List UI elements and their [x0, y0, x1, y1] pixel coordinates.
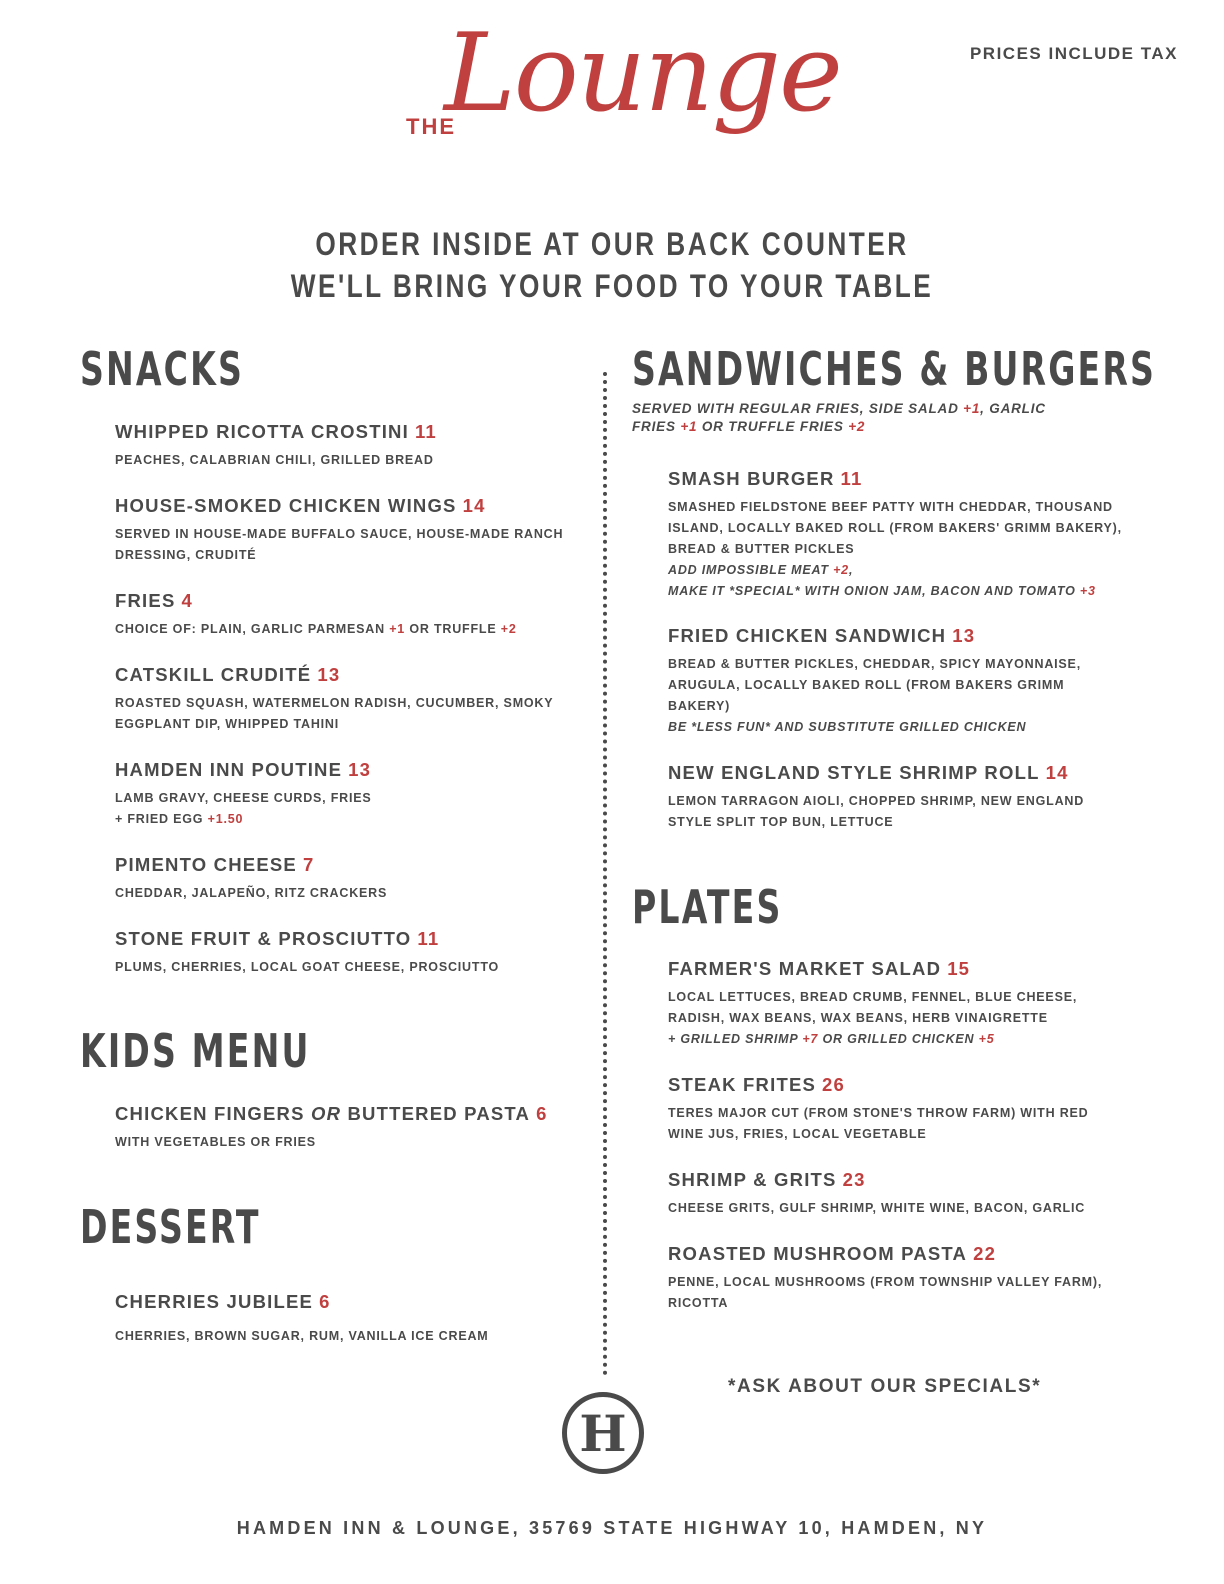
menu-item-fried-chicken-sandwich [668, 627, 1081, 738]
item-description: WITH VEGETABLES OR FRIES [115, 1134, 316, 1149]
menu-item-poutine [115, 761, 372, 830]
logo-the: THE [406, 114, 456, 139]
item-name: FARMER'S MARKET SALAD 15 [668, 958, 971, 979]
item-description: LEMON TARRAGON AIOLI, CHOPPED SHRIMP, NEW ENGLAND STYLE SPLIT TOP BUN, LETTUCE [668, 793, 1085, 829]
footer-address: HAMDEN INN & LOUNGE, 35769 STATE HIGHWAY 10, HAMDEN, NY [236, 1518, 988, 1538]
item-description: CHEESE GRITS, GULF SHRIMP, WHITE WINE, BACON, GARLIC [668, 1200, 1086, 1215]
emblem-letter: H [579, 1403, 627, 1463]
tagline-line-2: WE'LL BRING YOUR FOOD TO YOUR TABLE [290, 268, 934, 304]
menu-item-fries [115, 592, 517, 640]
item-description: CHOICE OF: PLAIN, GARLIC PARMESAN +1 OR TRUFFLE +2 [115, 621, 517, 636]
ask-about-specials: *ASK ABOUT OUR SPECIALS* [728, 1376, 1042, 1397]
hamden-h-logo-icon [562, 1392, 644, 1474]
menu-item-whipped-ricotta [115, 423, 437, 471]
item-name: STEAK FRITES 26 [668, 1074, 846, 1095]
item-price: 11 [414, 421, 437, 442]
item-description: PENNE, LOCAL MUSHROOMS (FROM TOWNSHIP VALLEY FARM), RICOTTA [668, 1274, 1103, 1310]
menu-item-kids [115, 1105, 548, 1153]
prices-include-tax-note: PRICES INCLUDE TAX [969, 44, 1178, 63]
menu-item-steak-frites [668, 1076, 1089, 1145]
item-price: 14 [1045, 762, 1069, 783]
item-price: 7 [302, 854, 315, 875]
menu-item-stone-fruit [115, 930, 499, 978]
item-price: 11 [840, 468, 863, 489]
item-description: BREAD & BUTTER PICKLES, CHEDDAR, SPICY MAYONNAISE, ARUGULA, LOCALLY BAKED ROLL (FROM BAKERS GRIMM BAKERY) [668, 656, 1081, 713]
menu-item-shrimp-grits [668, 1171, 1085, 1219]
item-price: 14 [462, 495, 486, 516]
item-description: LOCAL LETTUCES, BREAD CRUMB, FENNEL, BLUE CHEESE, RADISH, WAX BEANS, WAX BEANS, HERB VINAIGRETTE [668, 989, 1078, 1025]
section-title-plates: PLATES [632, 880, 783, 934]
item-name: HAMDEN INN POUTINE 13 [115, 759, 372, 780]
item-name: PIMENTO CHEESE 7 [115, 854, 315, 875]
item-price: 15 [947, 958, 971, 979]
item-description: ROASTED SQUASH, WATERMELON RADISH, CUCUMBER, SMOKY EGGPLANT DIP, WHIPPED TAHINI [115, 695, 554, 731]
logo-lounge-script: Lounge [444, 11, 841, 136]
menu-item-chicken-wings [115, 497, 563, 566]
menu-item-pimento-cheese [115, 856, 387, 904]
item-description: PEACHES, CALABRIAN CHILI, GRILLED BREAD [115, 452, 434, 467]
item-name: SHRIMP & GRITS 23 [668, 1169, 866, 1190]
item-price: 26 [822, 1074, 846, 1095]
item-addon: + GRILLED SHRIMP +7 OR GRILLED CHICKEN +5 [668, 1031, 995, 1046]
section-title-kids-menu: KIDS MENU [80, 1024, 311, 1078]
item-name: CHERRIES JUBILEE 6 [115, 1291, 331, 1312]
item-name: CATSKILL CRUDITÉ 13 [115, 664, 341, 685]
item-price: 13 [317, 664, 341, 685]
menu-item-shrimp-roll [668, 764, 1084, 833]
item-description: CHERRIES, BROWN SUGAR, RUM, VANILLA ICE CREAM [115, 1328, 489, 1343]
item-description: SMASHED FIELDSTONE BEEF PATTY WITH CHEDDAR, THOUSAND ISLAND, LOCALLY BAKED ROLL (FROM BAKERS' GRIMM BAKERY), BREAD & BUTTER PICKLES [668, 499, 1122, 556]
section-title-sandwiches-burgers: SANDWICHES & BURGERS [632, 342, 1157, 396]
item-name: SMASH BURGER 11 [668, 468, 863, 489]
item-addon: BE *LESS FUN* AND SUBSTITUTE GRILLED CHICKEN [668, 719, 1027, 734]
item-name: STONE FRUIT & PROSCIUTTO 11 [115, 928, 440, 949]
item-price: 6 [319, 1291, 331, 1312]
section-title-snacks: SNACKS [80, 342, 244, 396]
item-name: CHICKEN FINGERS OR BUTTERED PASTA 6 [115, 1103, 548, 1124]
item-price: 4 [181, 590, 193, 611]
item-name: FRIES 4 [115, 590, 193, 611]
item-description: PLUMS, CHERRIES, LOCAL GOAT CHEESE, PROSCIUTTO [115, 959, 500, 974]
tagline-line-1: ORDER INSIDE AT OUR BACK COUNTER [315, 226, 909, 262]
item-description: SERVED IN HOUSE-MADE BUFFALO SAUCE, HOUSE-MADE RANCH DRESSING, CRUDITÉ [115, 526, 564, 562]
section-title-dessert: DESSERT [80, 1200, 261, 1254]
item-name: WHIPPED RICOTTA CROSTINI 11 [115, 421, 437, 442]
item-price: 23 [842, 1169, 866, 1190]
item-name: FRIED CHICKEN SANDWICH 13 [668, 625, 976, 646]
item-price: 13 [952, 625, 976, 646]
column-divider [603, 372, 607, 1376]
item-description: LAMB GRAVY, CHEESE CURDS, FRIES + FRIED EGG +1.50 [115, 790, 372, 826]
item-price: 13 [348, 759, 372, 780]
item-name: HOUSE-SMOKED CHICKEN WINGS 14 [115, 495, 486, 516]
item-price: 6 [536, 1103, 548, 1124]
item-name: NEW ENGLAND STYLE SHRIMP ROLL 14 [668, 762, 1069, 783]
item-price: 11 [417, 928, 440, 949]
item-addon: ADD IMPOSSIBLE MEAT +2, [668, 562, 854, 577]
sandwiches-sides-note: SERVED WITH REGULAR FRIES, SIDE SALAD +1, GARLIC FRIES +1 OR TRUFFLE FRIES +2 [632, 401, 1046, 434]
item-description: TERES MAJOR CUT (FROM STONE'S THROW FARM) WITH RED WINE JUS, FRIES, LOCAL VEGETABLE [668, 1105, 1089, 1141]
menu-item-cherries-jubilee [115, 1293, 489, 1347]
menu-item-farmers-market-salad [668, 960, 1077, 1050]
menu-item-smash-burger [668, 470, 1122, 602]
item-name: ROASTED MUSHROOM PASTA 22 [668, 1243, 997, 1264]
item-price: 22 [973, 1243, 997, 1264]
item-addon: MAKE IT *SPECIAL* WITH ONION JAM, BACON AND TOMATO +3 [668, 583, 1096, 598]
item-description: CHEDDAR, JALAPEÑO, RITZ CRACKERS [115, 885, 388, 900]
menu-item-mushroom-pasta [668, 1245, 1102, 1314]
menu-item-catskill-crudite [115, 666, 553, 735]
